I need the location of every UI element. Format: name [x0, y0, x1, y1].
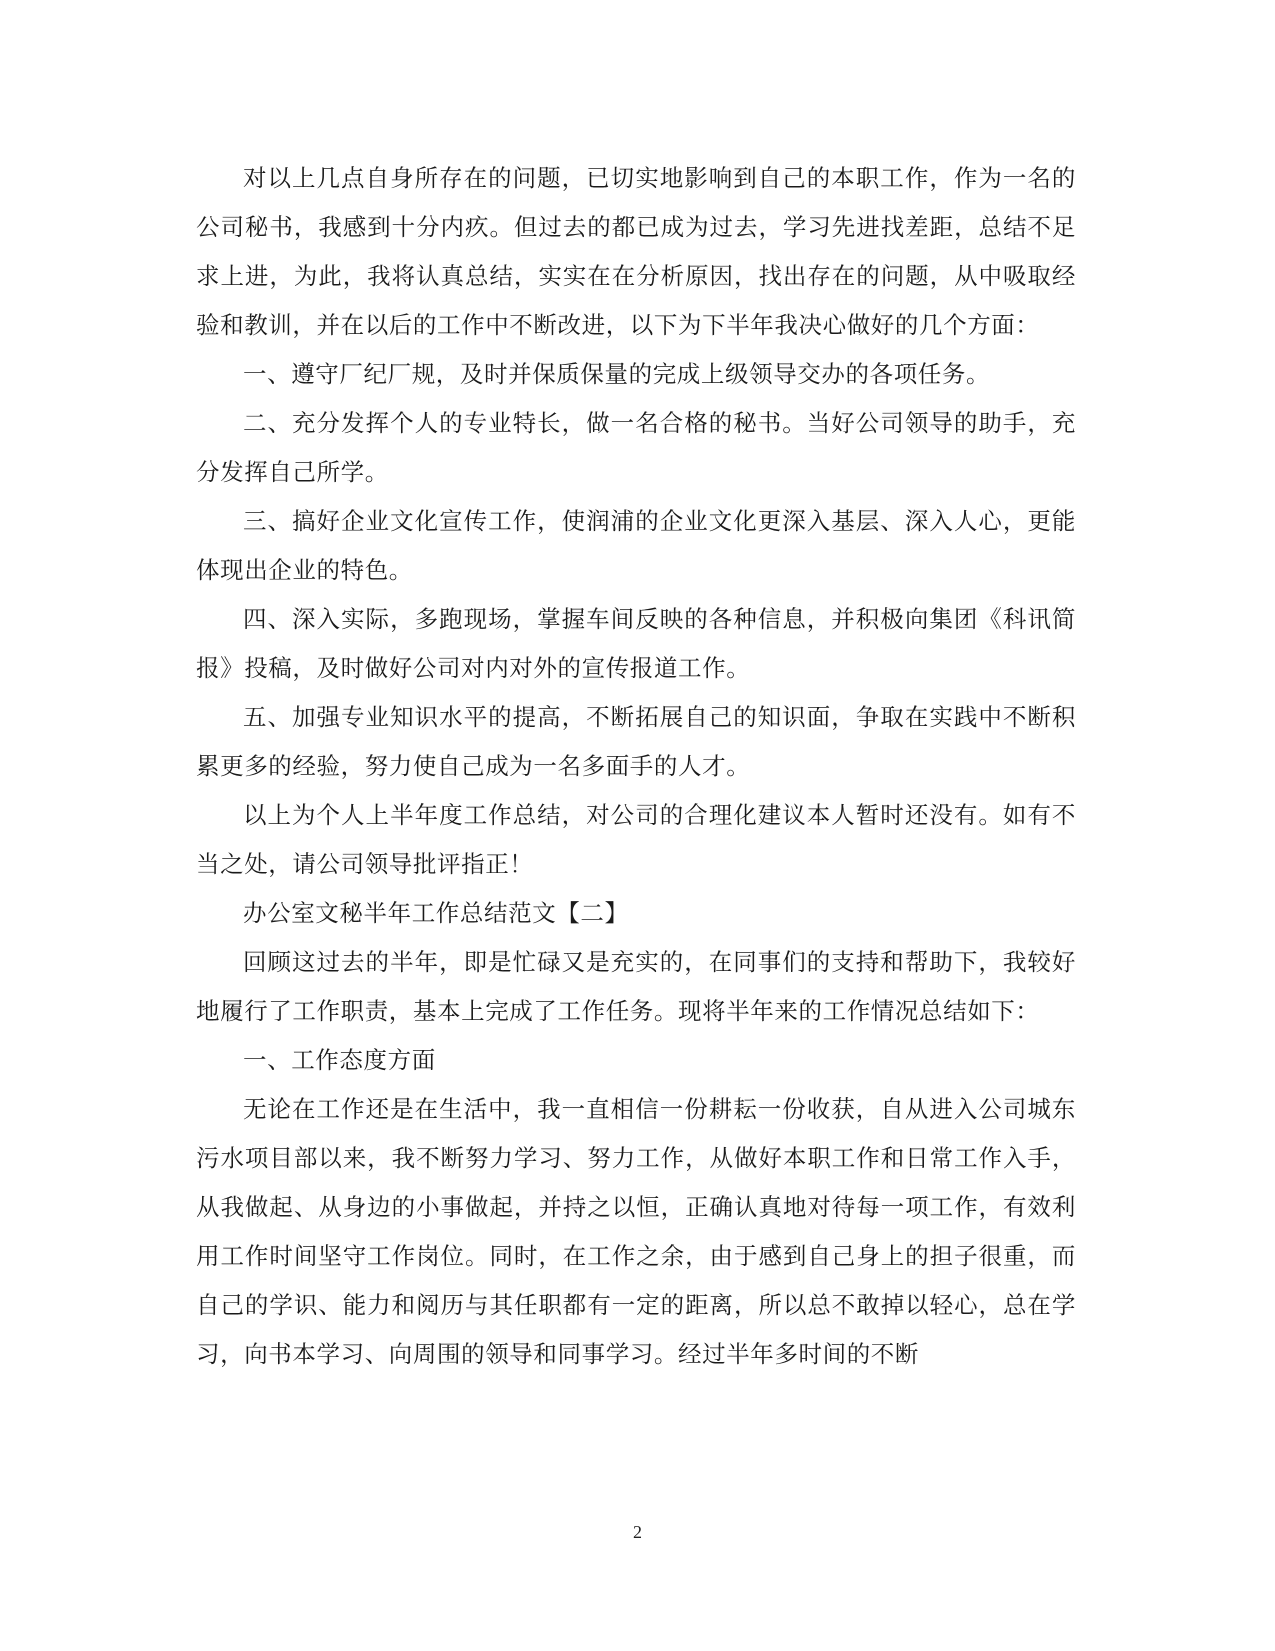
paragraph-work-attitude: 无论在工作还是在生活中，我一直相信一份耕耘一份收获，自从进入公司城东污水项目部以来，我不断努力学习、努力工作，从做好本职工作和日常工作入手，从我做起、从身边的小事做起，并持之以恒，正确认真地对待每一项工作，有效利用工作时间坚守工作岗位。同时，在工作之余，由于感到自己身上的担子很重，而自己的学识、能力和阅历与其任职都有一定的距离，所以总不敢掉以轻心，总在学习，向书本学习、向周围的领导和同事学习。经过半年多时间的不断: [196, 1095, 1076, 1368]
subheading-work-attitude: 一、工作态度方面: [243, 1046, 436, 1074]
paragraph-point-three: 三、搞好企业文化宣传工作，使润浦的企业文化更深入基层、深入人心，更能体现出企业的特色。: [196, 507, 1076, 584]
section-heading-sample-two: 办公室文秘半年工作总结范文【二】: [243, 899, 629, 927]
paragraph-point-one: 一、遵守厂纪厂规，及时并保质保量的完成上级领导交办的各项任务。: [243, 360, 991, 388]
paragraph-problems-reflection: 对以上几点自身所存在的问题，已切实地影响到自己的本职工作，作为一名的公司秘书，我感到十分内疚。但过去的都已成为过去，学习先进找差距，总结不足求上进，为此，我将认真总结，实实在在分析原因，找出存在的问题，从中吸取经验和教训，并在以后的工作中不断改进，以下为下半年我决心做好的几个方面：: [196, 164, 1076, 339]
page-number: 2: [633, 1522, 642, 1542]
paragraph-review-intro: 回顾这过去的半年，即是忙碌又是充实的，在同事们的支持和帮助下，我较好地履行了工作职责，基本上完成了工作任务。现将半年来的工作情况总结如下：: [196, 948, 1076, 1025]
paragraph-point-two: 二、充分发挥个人的专业特长，做一名合格的秘书。当好公司领导的助手，充分发挥自己所学。: [196, 409, 1076, 486]
paragraph-point-five: 五、加强专业知识水平的提高，不断拓展自己的知识面，争取在实践中不断积累更多的经验，努力使自己成为一名多面手的人才。: [196, 703, 1076, 780]
document-body: [196, 154, 1076, 1379]
paragraph-closing: 以上为个人上半年度工作总结，对公司的合理化建议本人暂时还没有。如有不当之处，请公司领导批评指正！: [196, 801, 1076, 878]
paragraph-point-four: 四、深入实际，多跑现场，掌握车间反映的各种信息，并积极向集团《科讯简报》投稿，及时做好公司对内对外的宣传报道工作。: [196, 605, 1076, 682]
